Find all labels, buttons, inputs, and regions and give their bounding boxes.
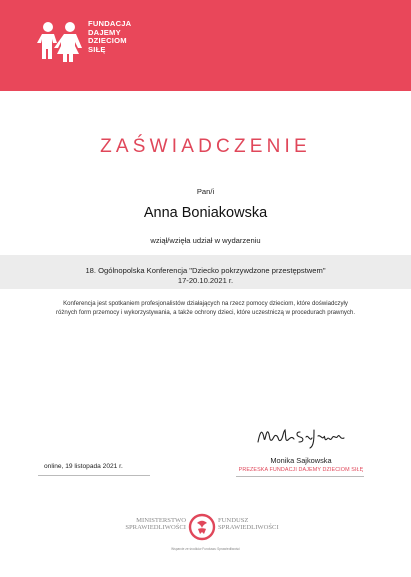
organization-logo-text [88, 20, 131, 54]
certificate-title: ZAŚWIADCZENIE [100, 136, 311, 157]
signatory-role: PREZESKA FUNDACJI DAJEMY DZIECIOM SIŁĘ [238, 467, 364, 473]
event-description: Konferencja jest spotkaniem profesjonalistów działających na rzecz pomocy dzieciom, które doświadczyły różnych form przemocy i wykorzystywania, a także ochrony dzieci, które uczestniczą w procedurach prawnych. [55, 300, 356, 317]
org-name-line: FUNDACJA [88, 19, 132, 28]
children-logo-icon [36, 20, 84, 62]
ministry-logo-text [116, 517, 186, 532]
header-banner [0, 0, 411, 91]
ministry-line: MINISTERSTWO [136, 517, 186, 524]
fund-line: FUNDUSZ [218, 517, 249, 524]
recipient-name: Anna Boniakowska [143, 205, 268, 221]
event-dates: 17-20.10.2021 r. [177, 276, 234, 285]
fund-line: SPRAWIEDLIWOŚCI [218, 524, 279, 532]
org-name-line: DZIECIOM [88, 36, 127, 46]
date-divider [38, 475, 150, 476]
handwritten-signature-icon [252, 420, 352, 452]
funding-footnote: Wsparcie ze środków Funduszu Sprawiedliwości [171, 547, 240, 551]
salutation: Pan/i [196, 187, 215, 196]
eagle-emblem-icon [188, 513, 216, 541]
signatory-name: Monika Sajkowska [270, 456, 332, 465]
fund-logo-text [218, 517, 298, 532]
place-and-date: online, 19 listopada 2021 r. [44, 463, 123, 470]
ministry-line: SPRAWIEDLIWOŚCI [125, 524, 186, 532]
signature-divider [236, 476, 364, 477]
event-title: 18. Ogólnopolska Konferencja "Dziecko pokrzywdzone przestępstwem" [85, 266, 326, 275]
org-name-line: DAJEMY [88, 27, 121, 37]
org-name-line: SIŁĘ [88, 44, 106, 54]
participation-text: wziął/wzięła udział w wydarzeniu [150, 236, 261, 245]
